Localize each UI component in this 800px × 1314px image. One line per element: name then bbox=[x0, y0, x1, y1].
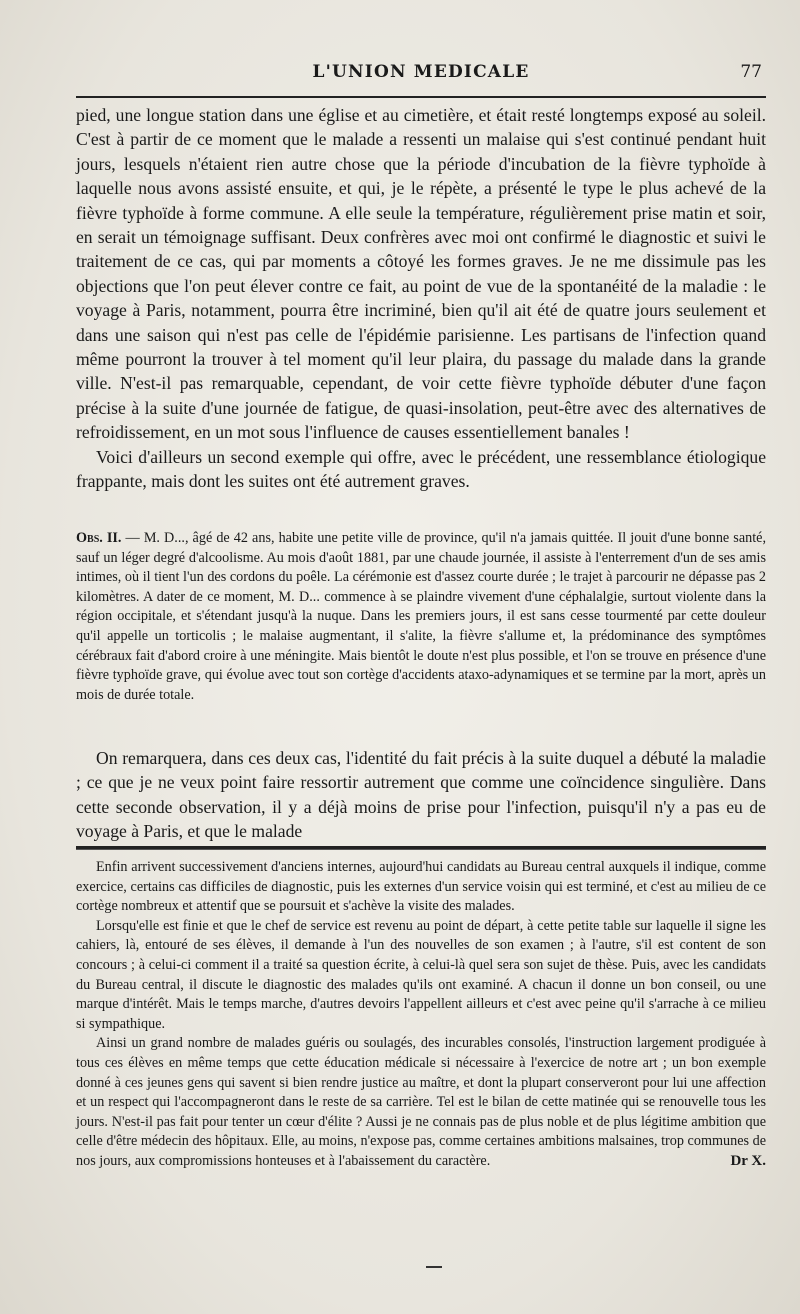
running-title: L'UNION MEDICALE bbox=[312, 62, 530, 82]
feuilleton-paragraph-3 bbox=[76, 1034, 766, 1171]
end-mark bbox=[426, 1266, 442, 1268]
main-text bbox=[76, 103, 766, 494]
feuilleton-separator bbox=[76, 846, 766, 850]
page-header bbox=[76, 58, 766, 90]
closing-paragraph: On remarquera, dans ces deux cas, l'identité du fait précis à la suite duquel a débuté la maladie ; ce que je ne veux point faire ressortir autrement que comme une coïncidence singulière. Dans cette seconde observation, il y a déjà moins de prise pour l'infection, puisqu'il n'y a pas eu de voyage à Paris, et que le malade bbox=[76, 748, 766, 842]
paragraph-continued: pied, une longue station dans une église et au cimetière, et était resté longtemps exposé au soleil. C'est à partir de ce moment que le malade a ressenti un malaise qui s'est continué pendant huit jours, lesquels n'étaient rien autre chose que la période d'incubation de la fièvre typhoïde à laquelle nous avons assisté ensuite, et qui, je le répète, a présenté le type le plus achevé de la fièvre typhoïde à forme commune. A elle seule la température, régulièrement prise matin et soir, en serait un témoignage suffisant. Deux confrères avec moi ont confirmé le diagnostic et suivi le traitement de ce cas, qui par moments a côtoyé les formes graves. Je ne me dissimule pas les objections que l'on peut élever contre ce fait, au point de vue de la spontanéité de la maladie : le voyage à Paris, notamment, pourra être incriminé, bien qu'il ait été de quatre jours seulement et dans une saison qui n'est pas celle de l'épidémie parisienne. Les partisans de l'infection quand même pourront la trouver à tel moment qu'il leur plaira, du passage du malade dans la grande ville. N'est-il pas remarquable, cependant, de voir cette fièvre typhoïde débuter d'une façon précise à la suite d'une journée de fatigue, de quasi-insolation, peut-être avec des alternatives de refroidissement, en un mot sous l'influence de causes essentiellement banales ! bbox=[76, 105, 766, 443]
feuilleton-paragraph-1: Enfin arrivent successivement d'anciens internes, aujourd'hui candidats au Bureau central auxquels il indique, comme exercice, certains cas difficiles de diagnostic, puis les externes d'un service voisin qui est terminé, et c'est au milieu de ce cortège nombreux et attentif que se poursuit et s'achève la visite des malades. bbox=[76, 859, 766, 915]
feuilleton bbox=[76, 858, 766, 1172]
observation-text: — M. D..., âgé de 42 ans, habite une petite ville de province, qu'il n'a jamais quittée. Il jouit d'une bonne santé, sauf un léger degré d'alcoolisme. Au mois d'août 1881, par une chaude journée, il assiste à l'enterrement d'un de ses amis intimes, où il tient l'un des cordons du poêle. La cérémonie est d'assez courte durée ; le trajet à parcourir ne dépasse pas 2 kilomètres. A dater de ce moment, M. D... commence à se plaindre vivement d'une céphalalgie, surtout violente dans la région occipitale, et s'étendant jusqu'à la nuque. Dans les premiers jours, il est sans cesse tourmenté par cette douleur qu'il appelle un torticolis ; le malaise augmentant, il s'alite, la fièvre s'allume et, la prédominance des symptômes cérébraux fait d'abord croire à une méningite. Mais bientôt le doute n'est plus possible, et l'on se trouve en présence d'une fièvre typhoïde grave, qui évolue avec tout son cortège d'accidents ataxo-adynamiques et se termine par la mort, après un mois de durée totale. bbox=[76, 530, 767, 703]
closing-text bbox=[76, 746, 766, 844]
signature: Dr X. bbox=[730, 1152, 766, 1169]
observation-paragraph bbox=[76, 529, 766, 705]
page-number: 77 bbox=[740, 62, 762, 82]
observation-label: Obs. II. bbox=[76, 530, 122, 546]
observation-block bbox=[76, 529, 766, 705]
feuilleton-paragraph-2: Lorsqu'elle est finie et que le chef de service est revenu au point de départ, à cette petite table sur laquelle il signe les cahiers, là, entouré de ses élèves, il demande à l'un des nouvelles de son examen ; à l'autre, s'il est content de son concours ; à celui-ci comment il a traité sa question écrite, à celui-là quel sera son sujet de thèse. Puis, avec les candidats du Bureau central, il discute le diagnostic des malades qu'ils ont examiné. A chacun il donne un bon conseil, ou une marque d'intérêt. Mais le temps marche, d'autres devoirs l'appellent ailleurs et c'est avec peine qu'il s'arrache à ce milieu si sympathique. bbox=[76, 917, 766, 1032]
feuilleton-paragraph-3-text: Ainsi un grand nombre de malades guéris ou soulagés, des incurables consolés, l'instruction largement prodiguée à tous ces élèves en même temps que cette éducation médicale si nécessaire à l'exercice de notre art ; un bon exemple donné à ces jeunes gens qui savent si bien rendre justice au maître, et dont la plupart conserveront pour lui une affection et un respect qui l'accompagneront dans le reste de sa carrière. Tel est le bilan de cette matinée qui se renouvelle tous les jours. N'est-il pas fait pour tenter un cœur d'élite ? Aussi je ne connais pas de plus noble et de plus légitime ambition que celle d'être médecin des hôpitaux. Elle, au moins, n'expose pas, comme certaines ambitions malsaines, trop communes de nos jours, aux compromissions honteuses et à l'abaissement du caractère. bbox=[76, 1035, 766, 1169]
paragraph-second-example: Voici d'ailleurs un second exemple qui offre, avec le précédent, une ressemblance étiologique frappante, mais dont les suites ont été autrement graves. bbox=[76, 446, 766, 492]
header-rule bbox=[76, 96, 766, 98]
